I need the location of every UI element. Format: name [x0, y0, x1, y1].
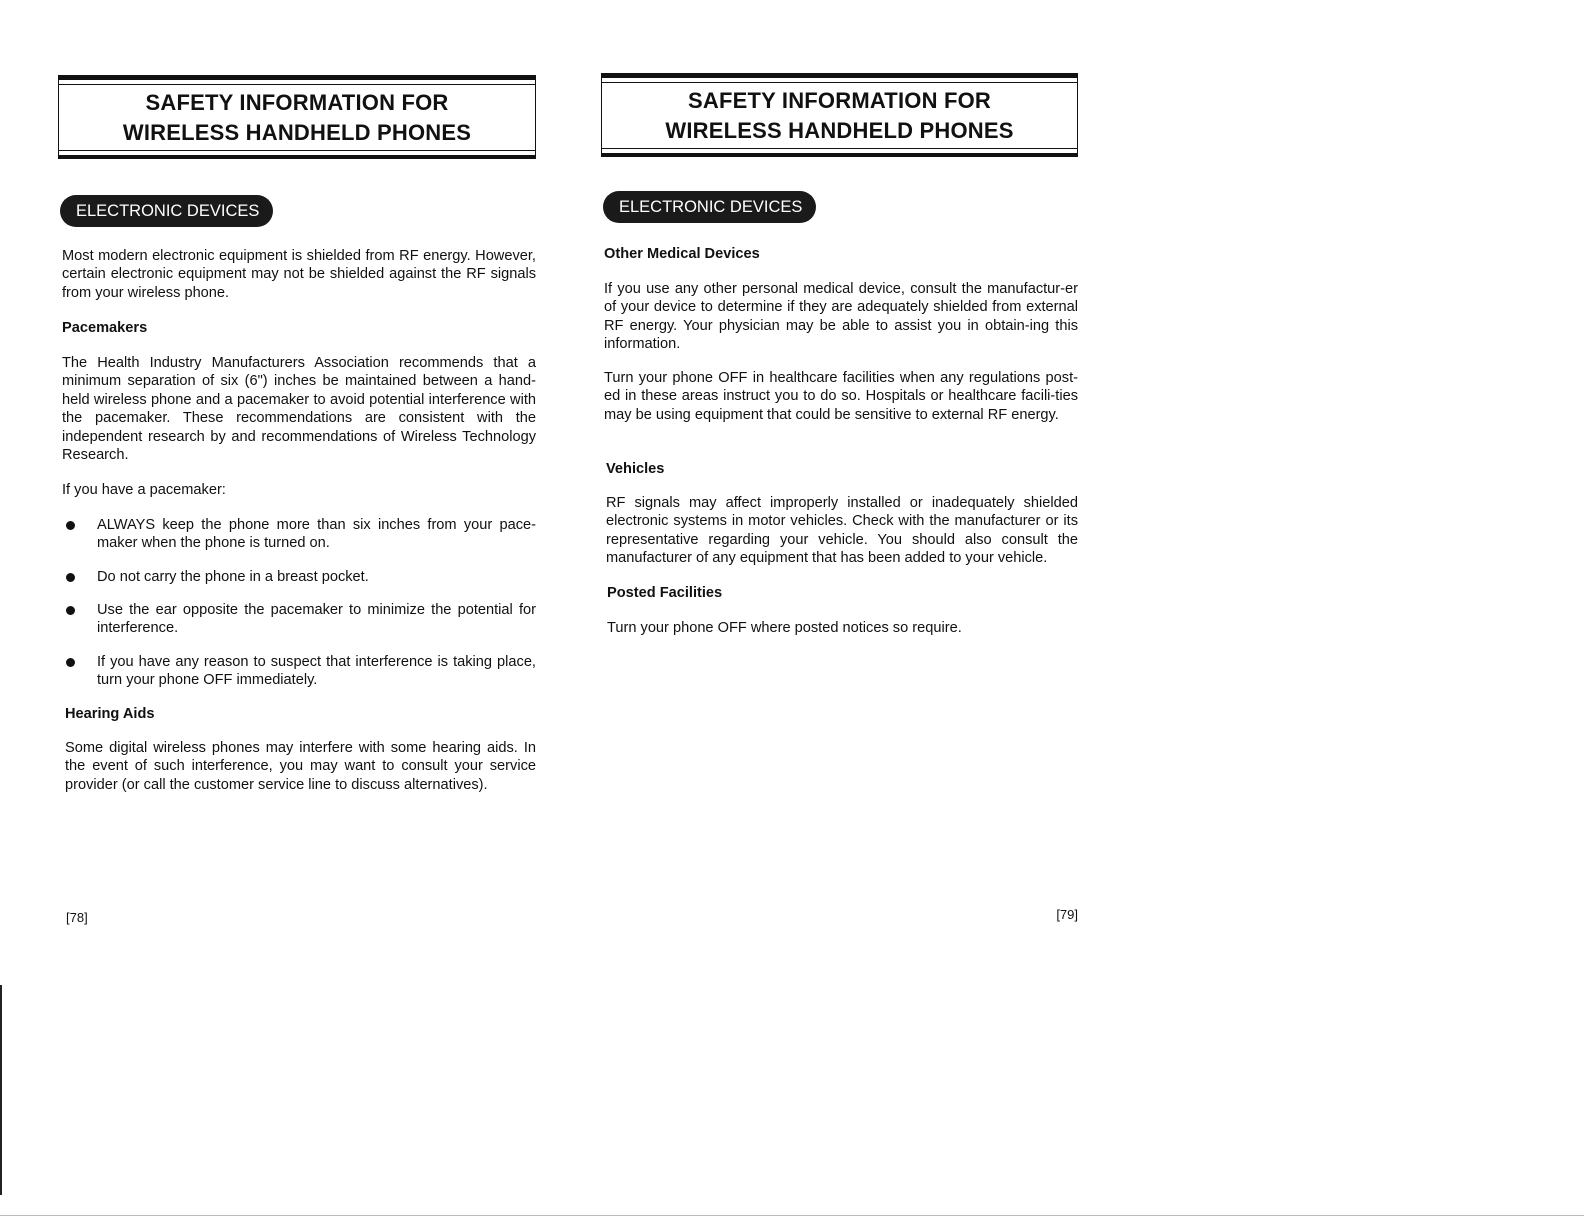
list-item-text: ALWAYS keep the phone more than six inches from your pace-maker when the phone is turned on. [97, 517, 536, 552]
bullet-icon [66, 573, 75, 582]
bullet-icon [66, 658, 75, 667]
list-item [62, 568, 536, 586]
page-header-box [58, 75, 536, 159]
posted-facilities-paragraph: Turn your phone OFF where posted notices so require. [607, 620, 962, 636]
other-medical-heading: Other Medical Devices [604, 246, 760, 262]
hearing-aids-paragraph: Some digital wireless phones may interfere with some hearing aids. In the event of such interference, you may want to consult your service provider (or call the customer service line to discuss alternatives). [65, 740, 536, 793]
vehicles-heading: Vehicles [606, 461, 665, 477]
list-item-text: Use the ear opposite the pacemaker to minimize the potential for interference. [97, 602, 536, 637]
scan-edge-line [0, 985, 2, 1195]
page-number: [78] [66, 910, 88, 925]
pacemakers-heading: Pacemakers [62, 320, 148, 336]
page-header-box [601, 73, 1078, 157]
list-item [62, 653, 536, 690]
pacemakers-paragraph: The Health Industry Manufacturers Association recommends that a minimum separation of six (6") inches be maintained between a hand-held wireless phone and a pacemaker to avoid potential interference with the pacemaker. These recommendations are consistent with the independent research by and recommendations of Wireless Technology Research. [62, 355, 536, 464]
page-number: [79] [1056, 907, 1078, 922]
other-medical-paragraph: If you use any other personal medical device, consult the manufactur-er of your device to determine if they are adequately shielded from external RF energy. Your physician may be able to assist you in obtain-ing this information. [604, 281, 1078, 353]
list-item-text: Do not carry the phone in a breast pocket. [97, 569, 369, 585]
list-item [62, 601, 536, 638]
section-label: ELECTRONIC DEVICES [603, 191, 816, 223]
bullet-icon [66, 521, 75, 530]
header-title-line1: SAFETY INFORMATION FOR [687, 87, 992, 113]
intro-paragraph: Most modern electronic equipment is shielded from RF energy. However, certain electronic equipment may not be shielded against the RF signals from your wireless phone. [62, 248, 536, 301]
posted-facilities-heading: Posted Facilities [607, 585, 723, 601]
list-item-text: If you have any reason to suspect that interference is taking place, turn your phone OFF immediately. [97, 654, 536, 689]
header-title-line2: WIRELESS HANDHELD PHONES [122, 119, 472, 145]
section-label: ELECTRONIC DEVICES [60, 195, 273, 227]
bullet-icon [66, 606, 75, 615]
header-title-line1: SAFETY INFORMATION FOR [145, 89, 449, 115]
pacemakers-lead: If you have a pacemaker: [62, 482, 226, 498]
scan-edge-line [0, 1215, 1584, 1216]
list-item [62, 516, 536, 553]
healthcare-paragraph: Turn your phone OFF in healthcare facilities when any regulations post-ed in these areas instruct you to do so. Hospitals or healthcare facili-ties may be using equipment that could be sensitive to external RF energy. [604, 370, 1078, 423]
vehicles-paragraph: RF signals may affect improperly installed or inadequately shielded electronic systems in motor vehicles. Check with the manufacturer or its representative regarding your vehicle. You should also consult the manufacturer of any equipment that has been added to your vehicle. [606, 495, 1078, 567]
header-title-line2: WIRELESS HANDHELD PHONES [665, 117, 1014, 143]
hearing-aids-heading: Hearing Aids [65, 706, 155, 722]
